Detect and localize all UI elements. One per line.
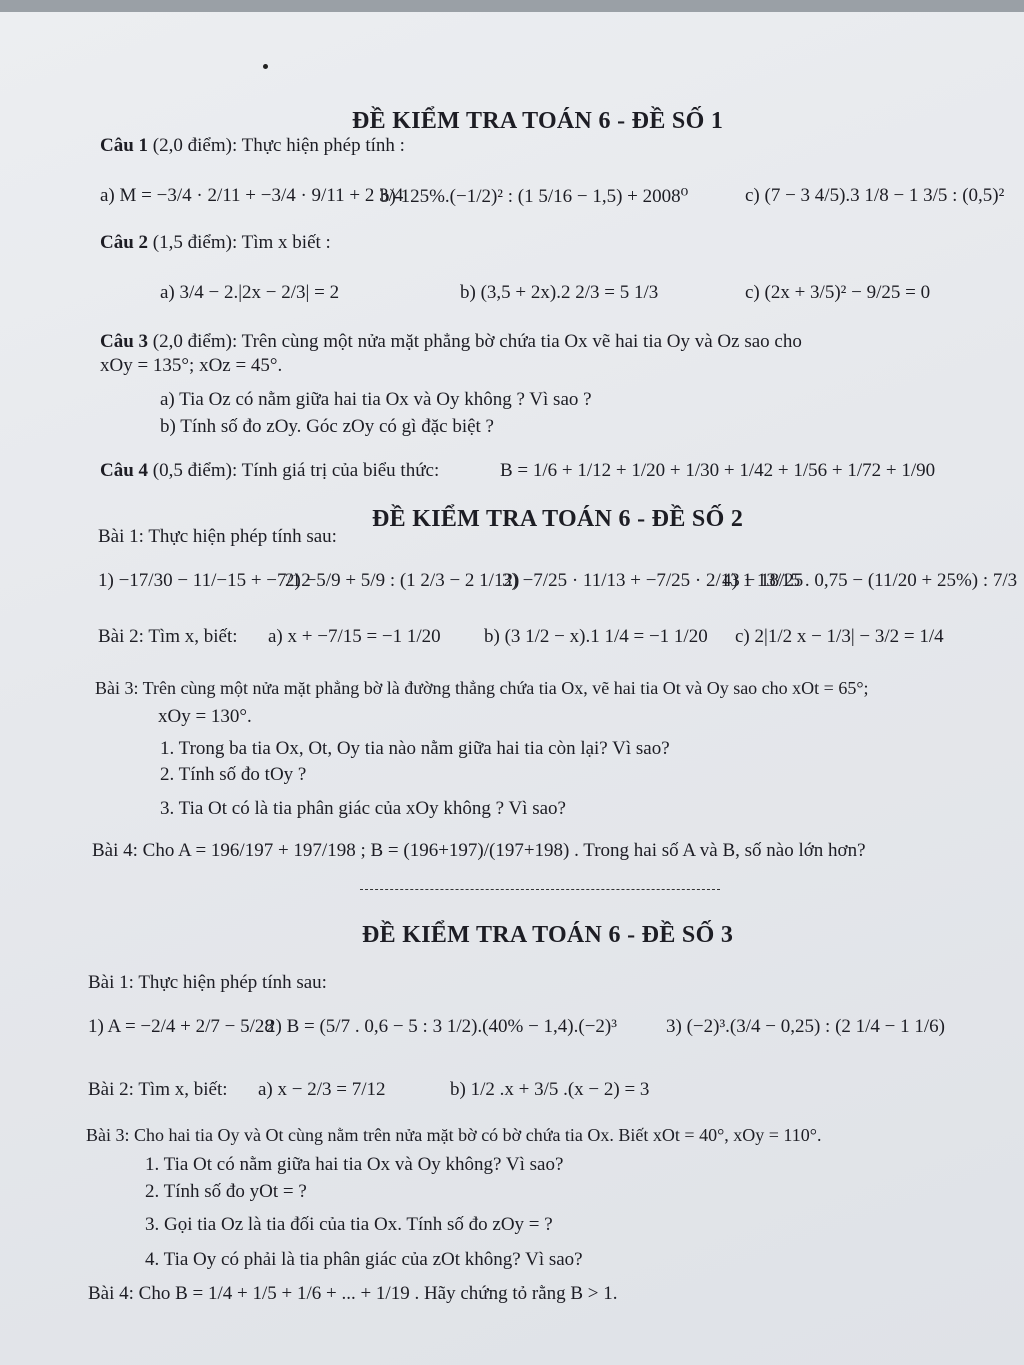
exam2-b3-2: 2. Tính số đo tOy ? <box>160 764 307 785</box>
exam3-b1-1: 1) A = −2/4 + 2/7 − 5/28 <box>88 1016 274 1037</box>
exam1-q2-text: (1,5 điểm): Tìm x biết : <box>148 232 331 253</box>
exam3-b4-text: Bài 4: Cho B = 1/4 + 1/5 + 1/6 + ... + 1/19 . Hãy chứng tỏ rằng B > 1. <box>88 1283 618 1304</box>
exam2-b2a: a) x + −7/15 = −1 1/20 <box>268 626 441 647</box>
exam3-title: ĐỀ KIỂM TRA TOÁN 6 - ĐỀ SỐ 3 <box>362 922 734 948</box>
exam3-b1-3: 3) (−2)³.(3/4 − 0,25) : (2 1/4 − 1 1/6) <box>666 1016 945 1037</box>
exam1-q3a: a) Tia Oz có nằm giữa hai tia Ox và Oy không ? Vì sao ? <box>160 389 592 410</box>
exam3-b2a: a) x − 2/3 = 7/12 <box>258 1079 386 1100</box>
exam2-b1-2: 2) −5/9 + 5/9 : (1 2/3 − 2 1/12) <box>285 570 520 591</box>
exam2-b2c: c) 2|1/2 x − 1/3| − 3/2 = 1/4 <box>735 626 944 647</box>
exam3-b3-3: 3. Gọi tia Oz là tia đối của tia Ox. Tính số đo zOy = ? <box>145 1214 553 1235</box>
ink-dot <box>263 64 268 69</box>
exam2-b1-4: 4) 1 13/15 . 0,75 − (11/20 + 25%) : 7/3 <box>722 570 1018 591</box>
exam2-b3-1: 1. Trong ba tia Ox, Ot, Oy tia nào nằm giữa hai tia còn lại? Vì sao? <box>160 738 670 759</box>
exam1-question2-heading <box>100 232 331 254</box>
exam1-q2a: a) 3/4 − 2.|2x − 2/3| = 2 <box>160 282 340 303</box>
exam3-b1-heading: Bài 1: Thực hiện phép tính sau: <box>88 972 327 993</box>
exam3-b3-1: 1. Tia Ot có nằm giữa hai tia Ox và Oy không? Vì sao? <box>145 1154 564 1175</box>
exam1-q1b: b) 125%.(−1/2)² : (1 5/16 − 1,5) + 2008⁰ <box>380 186 689 207</box>
exam1-q2b: b) (3,5 + 2x).2 2/3 = 5 1/3 <box>460 282 659 303</box>
exam2-b1-1: 1) −17/30 − 11/−15 + −7/12 <box>98 570 311 591</box>
exam1-q3-text: (2,0 điểm): Trên cùng một nửa mặt phẳng bờ chứa tia Ox vẽ hai tia Oy và Oz sao cho <box>148 331 802 352</box>
exam1-q4-text: (0,5 điểm): Tính giá trị của biểu thức: <box>148 460 440 481</box>
exam3-b2-heading: Bài 2: Tìm x, biết: <box>88 1079 228 1100</box>
exam1-q3-label: Câu 3 <box>100 331 149 352</box>
exam1-question4-heading <box>100 460 439 482</box>
exam2-b3-angle: xOy = 130°. <box>158 706 252 727</box>
exam3-b3-4: 4. Tia Oy có phải là tia phân giác của zOt không? Vì sao? <box>145 1249 583 1270</box>
exam2-b1-heading: Bài 1: Thực hiện phép tính sau: <box>98 526 337 547</box>
exam1-title: ĐỀ KIỂM TRA TOÁN 6 - ĐỀ SỐ 1 <box>352 108 724 134</box>
exam1-q2c: c) (2x + 3/5)² − 9/25 = 0 <box>745 282 931 303</box>
exam1-q2-label: Câu 2 <box>100 232 149 253</box>
exam1-q1-text: (2,0 điểm): Thực hiện phép tính : <box>148 135 405 156</box>
exam3-b1-2: 2) B = (5/7 . 0,6 − 5 : 3 1/2).(40% − 1,4).(−2)³ <box>266 1016 617 1037</box>
exam3-b2b: b) 1/2 .x + 3/5 .(x − 2) = 3 <box>450 1079 650 1100</box>
exam1-q3-angles: xOy = 135°; xOz = 45°. <box>100 355 283 376</box>
exam1-q1-label: Câu 1 <box>100 135 149 156</box>
exam2-b3-text: Bài 3: Trên cùng một nửa mặt phẳng bờ là đường thẳng chứa tia Ox, vẽ hai tia Ot và Oy sao cho xOt = 65°; <box>95 678 869 698</box>
exam2-b1-3: 3) −7/25 · 11/13 + −7/25 · 2/13 − 18/25 <box>502 570 804 591</box>
exam2-b2b: b) (3 1/2 − x).1 1/4 = −1 1/20 <box>484 626 708 647</box>
exam1-question3-heading <box>100 331 802 353</box>
exam1-q1c: c) (7 − 3 4/5).3 1/8 − 1 3/5 : (0,5)² <box>745 185 1005 206</box>
exam1-q4-label: Câu 4 <box>100 460 149 481</box>
section-divider <box>360 889 720 890</box>
exam2-b4-text: Bài 4: Cho A = 196/197 + 197/198 ; B = (196+197)/(197+198) . Trong hai số A và B, số nào lớn hơn? <box>92 840 866 861</box>
exam1-question1-heading <box>100 135 405 157</box>
exam1-q4-expression: B = 1/6 + 1/12 + 1/20 + 1/30 + 1/42 + 1/56 + 1/72 + 1/90 <box>500 460 936 481</box>
exam3-b3-2: 2. Tính số đo yOt = ? <box>145 1181 307 1202</box>
exam3-b3-text: Bài 3: Cho hai tia Oy và Ot cùng nằm trên nửa mặt bờ có bờ chứa tia Ox. Biết xOt = 40°, xOy = 110°. <box>86 1125 822 1145</box>
exam2-b3-3: 3. Tia Ot có là tia phân giác của xOy không ? Vì sao? <box>160 798 566 819</box>
paper-top-edge <box>0 0 1024 12</box>
exam2-b2-heading: Bài 2: Tìm x, biết: <box>98 626 238 647</box>
exam1-q3b: b) Tính số đo zOy. Góc zOy có gì đặc biệt ? <box>160 416 494 437</box>
exam2-title: ĐỀ KIỂM TRA TOÁN 6 - ĐỀ SỐ 2 <box>372 506 744 532</box>
exam1-q1a: a) M = −3/4 · 2/11 + −3/4 · 9/11 + 2 3/4 <box>100 185 404 206</box>
